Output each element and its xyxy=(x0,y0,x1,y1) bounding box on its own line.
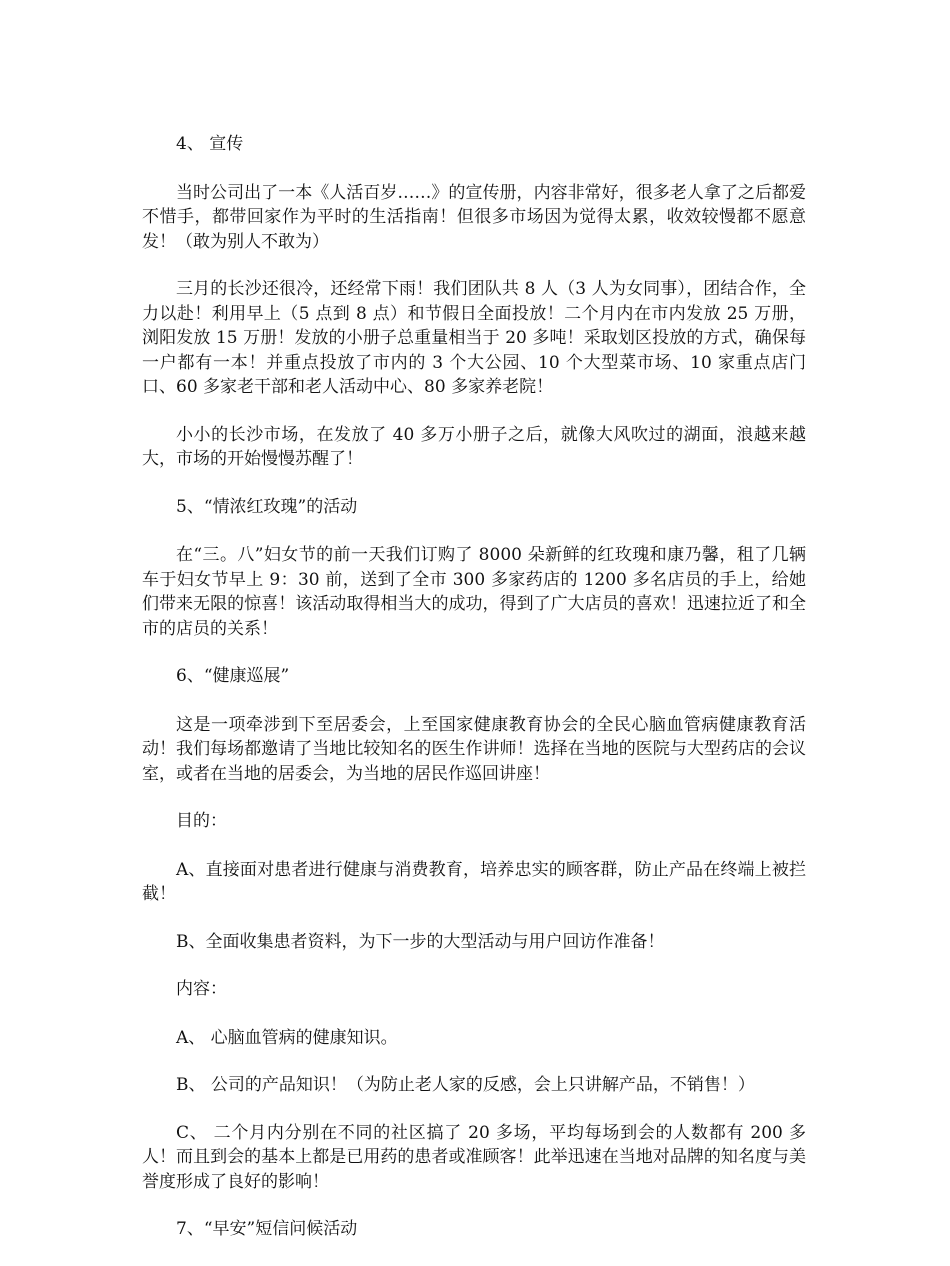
content-item-a: A、 心脑血管病的健康知识。 xyxy=(176,1027,398,1048)
section-heading-publicity: 4、 宣传 xyxy=(176,134,244,154)
paragraph-brochure: 当时公司出了一本《人活百岁……》的宣传册，内容非常好，很多老人拿了之后都爱不惜手，都带回家作为平时的生活指南！但很多市场因为觉得太累，收效较慢都不愿意发！（敢为别人不敢为） xyxy=(142,182,806,252)
paragraph-distribution: 三月的长沙还很冷，还经常下雨！我们团队共 8 人（3 人为女同事），团结合作，全力以赴！利用早上（5 点到 8 点）和节假日全面投放！二个月内在市内发放 25 万册，浏阳发放 15 万册！发放的小册子总重量相当于 20 多吨！采取划区投放的方式，确保每一户都有一本！并重点投放了市内的 3 个大公园、10 个大型菜市场、10 家重点店门口、60 多家老干部和老人活动中心、80 多家养老院！ xyxy=(142,279,806,397)
purpose-item-a: A、直接面对患者进行健康与消费教育，培养忠实的顾客群，防止产品在终端上被拦截！ xyxy=(142,859,806,904)
purpose-item-b: B、全面收集患者资料，为下一步的大型活动与用户回访作准备！ xyxy=(176,931,665,952)
document-body xyxy=(142,132,806,1266)
paragraph-market-awakening: 小小的长沙市场，在发放了 40 多万小册子之后，就像大风吹过的湖面，浪越来越大，市场的开始慢慢苏醒了！ xyxy=(142,424,806,469)
section-heading-morning-sms: 7、“早安”短信问候活动 xyxy=(176,1219,358,1239)
paragraph-womens-day: 在“三。八”妇女节的前一天我们订购了 8000 朵新鲜的红玫瑰和康乃馨，租了几辆车于妇女节早上 9：30 前，送到了全市 300 多家药店的 1200 多名店员的手上，给她们带来无限的惊喜！该活动取得相当大的成功，得到了广大店员的喜欢！迅速拉近了和全市的店员的关系！ xyxy=(142,545,806,639)
content-item-c: C、 二个月内分别在不同的社区搞了 20 多场，平均每场到会的人数都有 200 多人！而且到会的基本上都是已用药的患者或准顾客！此举迅速在当地对品牌的知名度与美誉度形成了良好的影响！ xyxy=(142,1122,806,1192)
label-content: 内容： xyxy=(176,979,227,999)
paragraph-health-education: 这是一项牵涉到下至居委会，上至国家健康教育协会的全民心脑血管病健康教育活动！我们每场都邀请了当地比较知名的医生作讲师！选择在当地的医院与大型药店的会议室，或者在当地的居委会，为当地的居民作巡回讲座！ xyxy=(142,714,806,784)
section-heading-health-tour: 6、“健康巡展” xyxy=(176,666,290,686)
content-item-b: B、 公司的产品知识！（为防止老人家的反感，会上只讲解产品，不销售！） xyxy=(176,1075,755,1095)
label-purpose: 目的： xyxy=(176,811,227,831)
section-heading-red-rose: 5、“情浓红玫瑰”的活动 xyxy=(176,496,358,517)
